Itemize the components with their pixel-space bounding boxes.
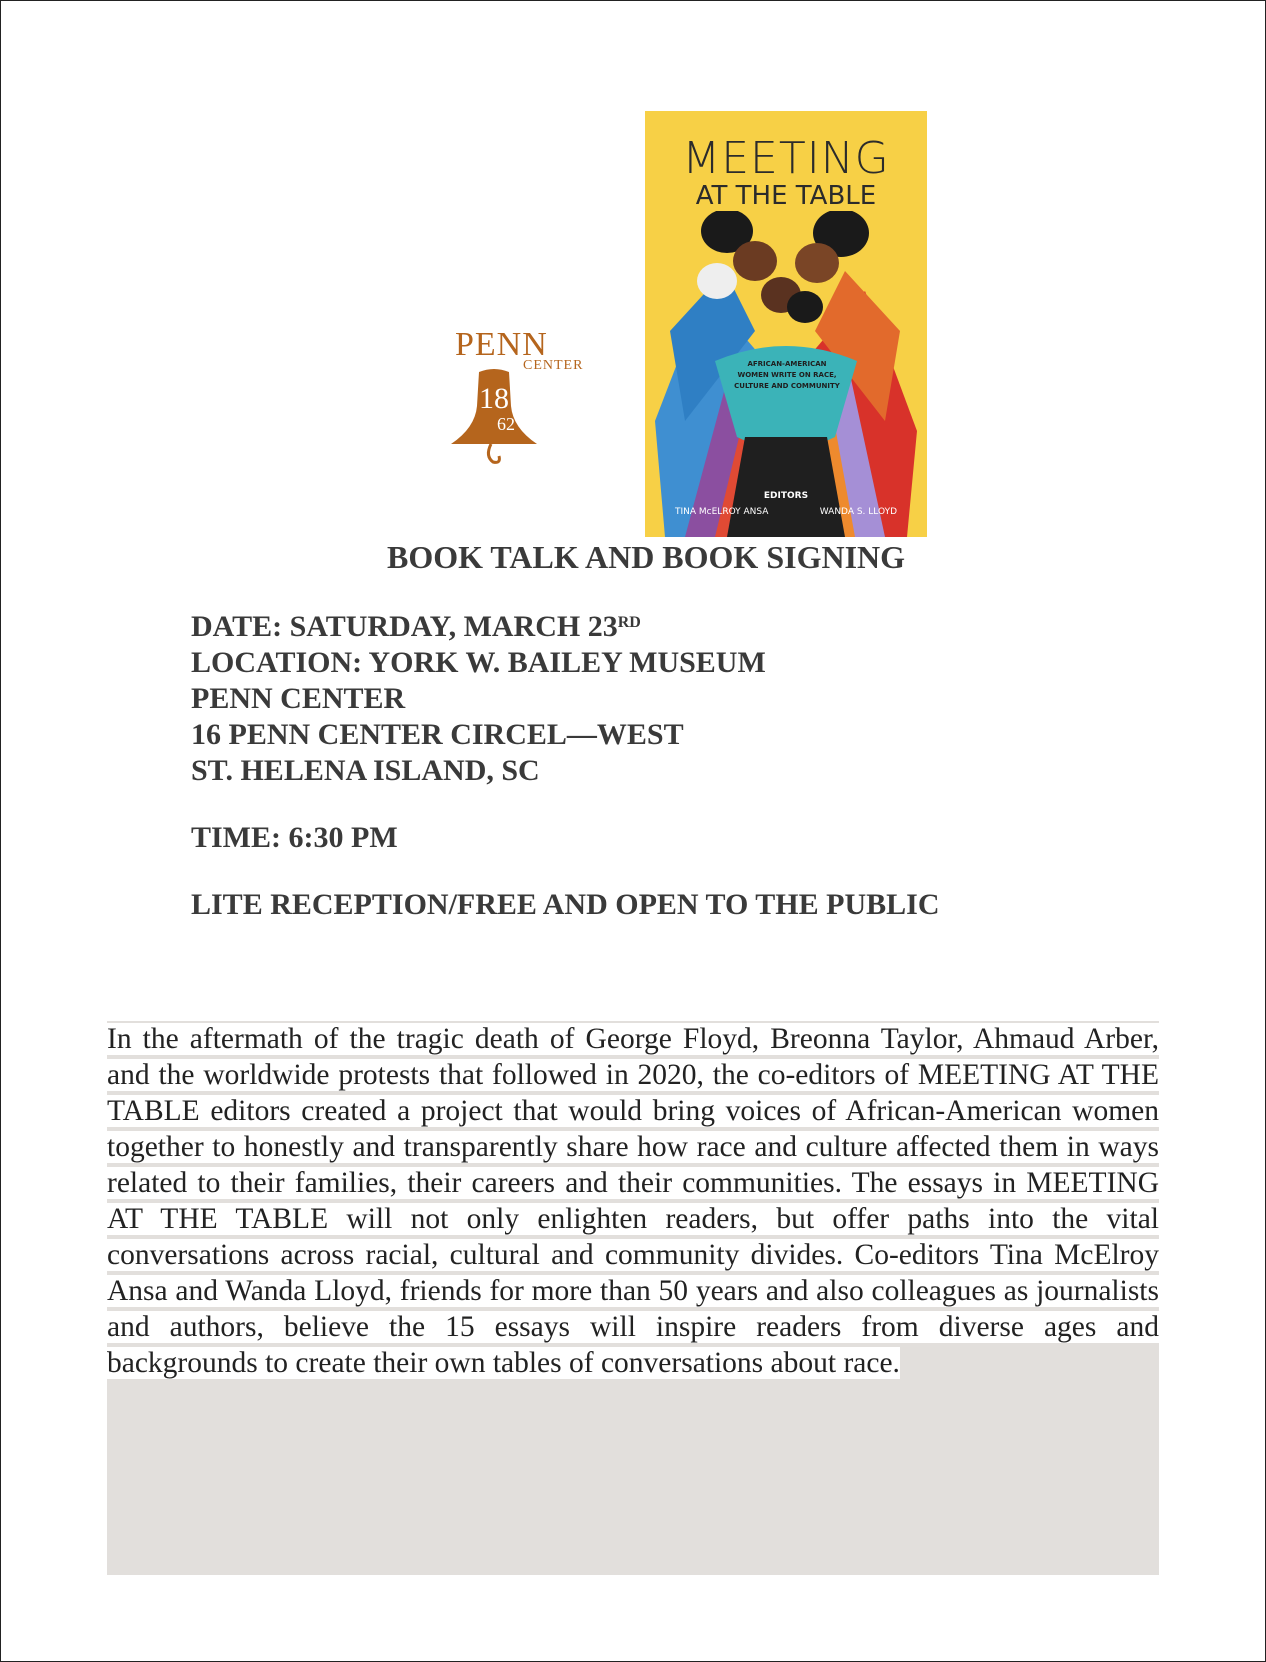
event-venue: PENN CENTER (191, 682, 406, 715)
event-headline: BOOK TALK AND BOOK SIGNING (386, 539, 906, 575)
cover-subtitle: AFRICAN-AMERICAN WOMEN WRITE ON RACE, CULTURE AND COMMUNITY (734, 360, 840, 390)
logo-center-text: CENTER (523, 358, 584, 373)
event-address: 16 PENN CENTER CIRCEL—WEST (191, 718, 684, 751)
event-date-suffix: RD (617, 614, 641, 631)
cover-editor-1: TINA McELROY ANSA (675, 507, 769, 517)
bell-icon (439, 366, 549, 476)
cover-editor-names (675, 507, 897, 517)
penn-center-logo (439, 326, 584, 476)
event-date-text: DATE: SATURDAY, MARCH 23 (191, 610, 618, 643)
cover-editor-2: WANDA S. LLOYD (819, 507, 897, 517)
logo-year-bottom: 62 (497, 414, 515, 434)
event-details (191, 609, 940, 923)
logo-year-top: 18 (479, 382, 509, 415)
event-location: LOCATION: YORK W. BAILEY MUSEUM (191, 646, 766, 679)
event-date (191, 609, 940, 645)
book-description (107, 1021, 1159, 1381)
book-description-text: In the aftermath of the tragic death of George Floyd, Breonna Taylor, Ahmaud Arber, and the worldwide protests that followed in 2020, the co-editors of MEETING AT THE TABLE editors created a project that would bring voices of African-American women together to honestly and transparently share how race and culture affected them in ways related to their families, their careers and their communities. The essays in MEETING AT THE TABLE will not only enlighten readers, but offer paths into the vital conversations across racial, cultural and community divides. Co-editors Tina McElroy Ansa and Wanda Lloyd, friends for more than 50 years and also colleagues as journalists and authors, believe the 15 essays will inspire readers from diverse ages and backgrounds to create their own tables of conversations about race. (107, 1023, 1159, 1379)
event-reception: LITE RECEPTION/FREE AND OPEN TO THE PUBLIC (191, 888, 940, 921)
logo-penn-text: PENN (455, 326, 548, 363)
event-time: TIME: 6:30 PM (191, 821, 398, 854)
book-cover-image (645, 111, 927, 537)
cover-title-line1: MEETING (682, 133, 890, 184)
cover-editors-label: EDITORS (763, 491, 809, 501)
event-city: ST. HELENA ISLAND, SC (191, 754, 540, 787)
cover-title-line2: AT THE TABLE (695, 181, 877, 211)
